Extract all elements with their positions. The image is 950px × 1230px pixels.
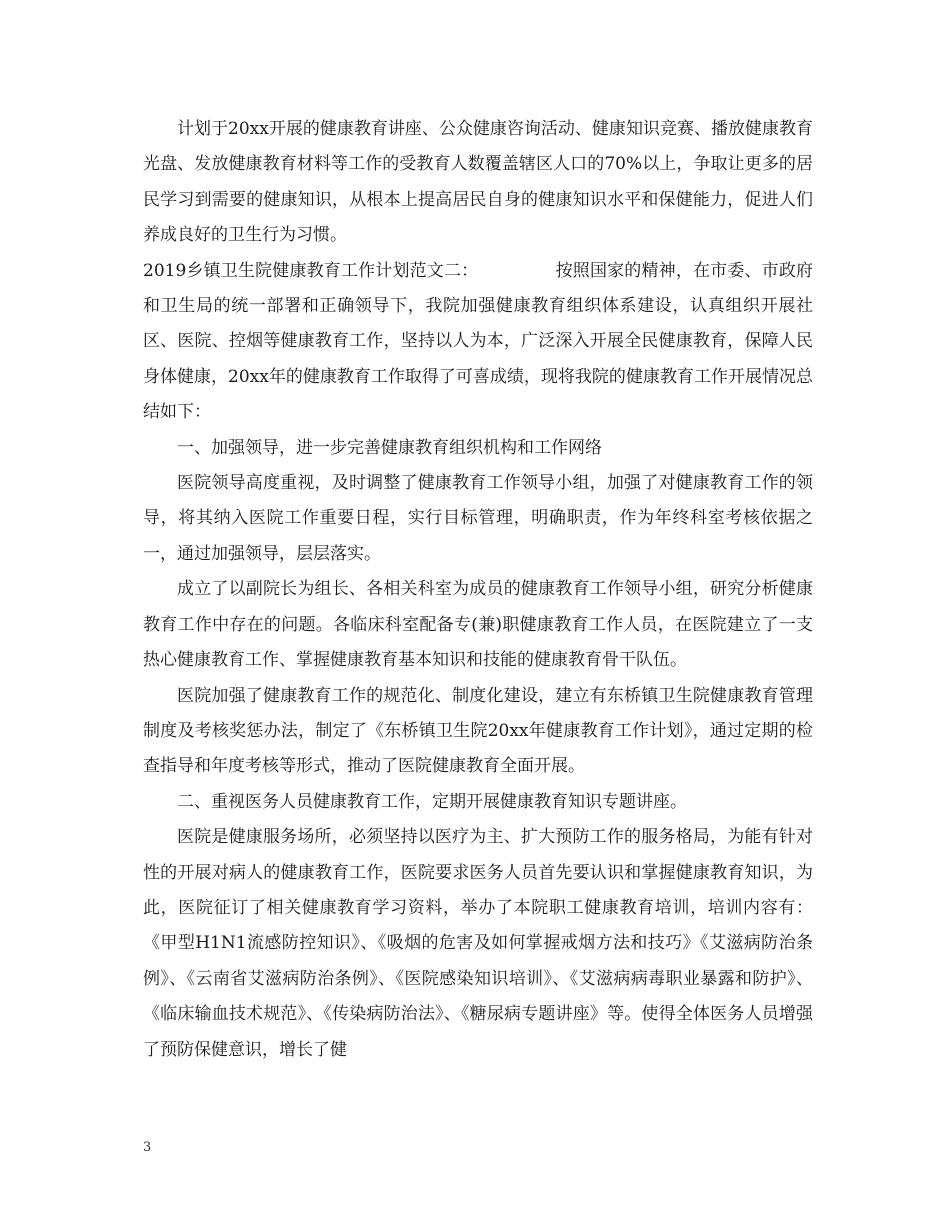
section-heading: 二、重视医务人员健康教育工作，定期开展健康教育知识专题讲座。 xyxy=(177,791,687,812)
paragraph: 医院领导高度重视，及时调整了健康教育工作领导小组，加强了对健康教育工作的领导，将其纳入医院工作重要日程，实行目标管理，明确职责，作为年终科室考核依据之一，通过加强领导，层层落实。 xyxy=(143,473,813,564)
paragraph: 2019乡镇卫生院健康教育工作计划范文二： 按照国家的精神，在市委、市政府和卫生局的统一部署和正确领导下，我院加强健康教育组织体系建设，认真组织开展社区、医院、控烟等健康教育工作，坚持以人为本，广泛深入开展全民健康教育，保障人民身体健康，20xx年的健康教育工作取得了可喜成绩，现将我院的健康教育工作开展情况总结如下： xyxy=(143,260,813,423)
section-heading: 一、加强领导，进一步完善健康教育组织机构和工作网络 xyxy=(177,437,602,458)
page-number: 3 xyxy=(143,1140,152,1155)
paragraph: 成立了以副院长为组长、各相关科室为成员的健康教育工作领导小组，研究分析健康教育工作中存在的问题。各临床科室配备专(兼)职健康教育工作人员，在医院建立了一支热心健康教育工作、掌握健康教育基本知识和技能的健康教育骨干队伍。 xyxy=(143,579,813,671)
paragraph: 计划于20xx开展的健康教育讲座、公众健康咨询活动、健康知识竞赛、播放健康教育光盘、发放健康教育材料等工作的受教育人数覆盖辖区人口的70%以上，争取让更多的居民学习到需要的健康知识，从根本上提高居民自身的健康知识水平和保健能力，促进人们养成良好的卫生行为习惯。 xyxy=(143,119,813,246)
paragraph: 医院是健康服务场所，必须坚持以医疗为主、扩大预防工作的服务格局，为能有针对性的开展对病人的健康教育工作，医院要求医务人员首先要认识和掌握健康教育知识，为此，医院征订了相关健康教育学习资料，举办了本院职工健康教育培训，培训内容有：《甲型H1N1流感防控知识》、《吸烟的危害及如何掌握戒烟方法和技巧》《艾滋病防治条例》、《云南省艾滋病防治条例》、《医院感染知识培训》、《艾滋病病毒职业暴露和防护》、《临床输血技术规范》、《传染病防治法》、《糖尿病专题讲座》等。使得全体医务人员增强了预防保健意识，增长了健 xyxy=(143,827,813,1060)
paragraph: 医院加强了健康教育工作的规范化、制度化建设，建立有东桥镇卫生院健康教育管理制度及考核奖惩办法，制定了《东桥镇卫生院20xx年健康教育工作计划》，通过定期的检查指导和年度考核等形式，推动了医院健康教育全面开展。 xyxy=(143,685,813,777)
document-body xyxy=(143,112,813,1068)
